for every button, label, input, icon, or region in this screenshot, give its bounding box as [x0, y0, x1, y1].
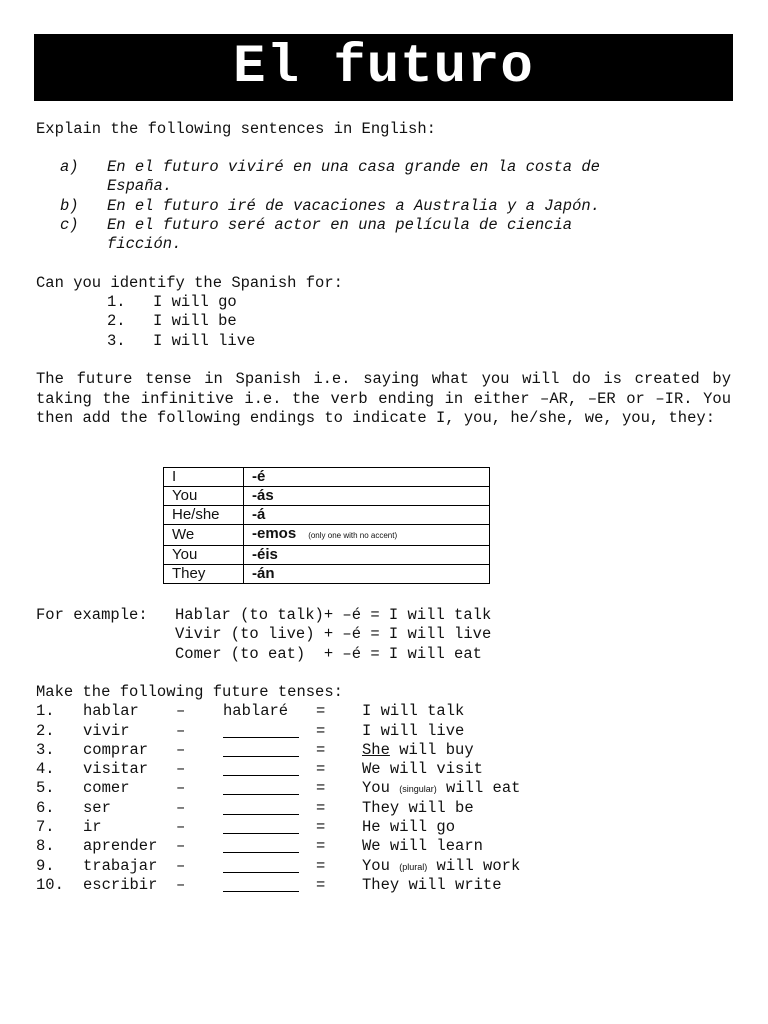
sentence-text: En el futuro viviré en una casa grande en la costa de [107, 158, 600, 176]
identify-num: 3. [107, 332, 126, 350]
exercise-english [362, 702, 464, 722]
sentence-letter: b) [60, 197, 79, 215]
exercise-verb: comprar [83, 741, 149, 759]
example-line: Hablar (to talk)+ –é = I will talk [175, 606, 492, 624]
exercise-equals: = [316, 799, 326, 817]
sentence-text: ficción. [107, 235, 182, 253]
exercise-english [362, 857, 520, 878]
exercise-english [362, 799, 474, 819]
table-row [164, 468, 490, 487]
exercise-dash: – [176, 741, 186, 759]
exercise-dash: – [176, 876, 186, 894]
table-row [164, 546, 490, 565]
exercise-dash: – [176, 837, 186, 855]
english-tail: will work [427, 857, 521, 875]
english-post: They will be [362, 799, 474, 817]
ending-text: -á [252, 506, 266, 523]
identify-num: 1. [107, 293, 126, 311]
person-cell: He/she [164, 506, 244, 525]
answer-blank[interactable] [223, 742, 299, 757]
table-row [164, 487, 490, 506]
identify-prompt: Can you identify the Spanish for: [36, 274, 343, 292]
exercise-english [362, 779, 520, 800]
table-row [164, 525, 490, 546]
table-row [164, 506, 490, 525]
exercise-english [362, 760, 483, 780]
english-post: They will write [362, 876, 502, 894]
example-line: Comer (to eat) + –é = I will eat [175, 645, 482, 663]
ending-text: -án [252, 565, 275, 582]
english-tail: will eat [436, 779, 521, 797]
table-row [164, 565, 490, 584]
exercise-verb: ir [83, 818, 102, 836]
exercise-num: 8. [36, 837, 55, 855]
exercise-verb: visitar [83, 760, 149, 778]
exercise-num: 4. [36, 760, 55, 778]
english-post: We will visit [362, 760, 483, 778]
exercise-verb: escribir [83, 876, 158, 894]
english-pre: You [362, 857, 400, 875]
page-title: El futuro [34, 34, 733, 101]
ending-cell [244, 506, 490, 525]
english-sub: (plural) [399, 862, 428, 872]
exercise-english [362, 876, 502, 896]
exercise-num: 9. [36, 857, 55, 875]
exercise-verb: comer [83, 779, 130, 797]
exercise-dash: – [176, 760, 186, 778]
sentence-text: En el futuro seré actor en una película de ciencia [107, 216, 573, 234]
person-cell: I [164, 468, 244, 487]
exercise-verb: ser [83, 799, 111, 817]
exercise-equals: = [316, 722, 326, 740]
english-post: We will learn [362, 837, 483, 855]
exercise-num: 2. [36, 722, 55, 740]
exercise-equals: = [316, 857, 326, 875]
exercise-equals: = [316, 837, 326, 855]
exercise-dash: – [176, 799, 186, 817]
exercise-num: 5. [36, 779, 55, 797]
english-post: will buy [389, 741, 474, 759]
exercise-verb: trabajar [83, 857, 158, 875]
ending-cell [244, 525, 490, 546]
answer-blank[interactable] [223, 877, 299, 892]
exercise-num: 6. [36, 799, 55, 817]
ending-text: -éis [252, 546, 278, 563]
exercise-answer: hablaré [223, 702, 289, 720]
ending-cell [244, 487, 490, 506]
person-cell: They [164, 565, 244, 584]
exercise-num: 1. [36, 702, 55, 720]
answer-blank[interactable] [223, 761, 299, 776]
person-cell: You [164, 546, 244, 565]
identify-num: 2. [107, 312, 126, 330]
explanation-paragraph: The future tense in Spanish i.e. saying what you will do is created by taking the infinitive i.e. the verb ending in either –AR, –ER or –IR. You then add the following endings to indicate I, you, he/she, we, you, they: [36, 370, 731, 427]
answer-blank[interactable] [223, 723, 299, 738]
ending-text: -emos [252, 525, 297, 542]
endings-table [163, 467, 490, 584]
identify-item: I will go [153, 293, 237, 311]
sentence-letter: c) [60, 216, 79, 234]
exercise-english [362, 722, 464, 742]
english-sub: (singular) [399, 784, 437, 794]
exercise-num: 7. [36, 818, 55, 836]
examples-label: For example: [36, 606, 148, 624]
exercise-english [362, 837, 483, 857]
english-post: He will go [362, 818, 456, 836]
answer-blank[interactable] [223, 858, 299, 873]
identify-item: I will live [153, 332, 256, 350]
ending-cell [244, 546, 490, 565]
sentence-text: En el futuro iré de vacaciones a Australia y a Japón. [107, 197, 600, 215]
exercise-equals: = [316, 741, 326, 759]
answer-blank[interactable] [223, 800, 299, 815]
english-under: She [362, 741, 390, 759]
exercise-dash: – [176, 857, 186, 875]
exercise-english [362, 741, 474, 761]
exercise-english [362, 818, 455, 838]
exercise-equals: = [316, 779, 326, 797]
exercise-verb: vivir [83, 722, 130, 740]
answer-blank[interactable] [223, 780, 299, 795]
exercise-dash: – [176, 702, 186, 720]
exercise-dash: – [176, 779, 186, 797]
exercise-num: 3. [36, 741, 55, 759]
sentence-letter: a) [60, 158, 79, 176]
exercise-verb: hablar [83, 702, 139, 720]
ending-cell [244, 565, 490, 584]
identify-item: I will be [153, 312, 237, 330]
exercise-num: 10. [36, 876, 64, 894]
ending-cell [244, 468, 490, 487]
ending-text: -ás [252, 487, 274, 504]
english-pre: You [362, 779, 400, 797]
exercise-equals: = [316, 760, 326, 778]
sentence-text: España. [107, 177, 173, 195]
exercise-dash: – [176, 722, 186, 740]
exercise-equals: = [316, 702, 326, 720]
example-line: Vivir (to live) + –é = I will live [175, 625, 492, 643]
english-post: I will live [362, 722, 465, 740]
ending-note: (only one with no accent) [308, 531, 398, 540]
exercise-verb: aprender [83, 837, 158, 855]
exercise-dash: – [176, 818, 186, 836]
exercise-equals: = [316, 818, 326, 836]
english-post: I will talk [362, 702, 465, 720]
answer-blank[interactable] [223, 819, 299, 834]
ending-text: -é [252, 468, 266, 485]
answer-blank[interactable] [223, 838, 299, 853]
person-cell: We [164, 525, 244, 546]
person-cell: You [164, 487, 244, 506]
exercise-prompt: Make the following future tenses: [36, 683, 343, 701]
exercise-equals: = [316, 876, 326, 894]
intro-text: Explain the following sentences in English: [36, 120, 436, 138]
